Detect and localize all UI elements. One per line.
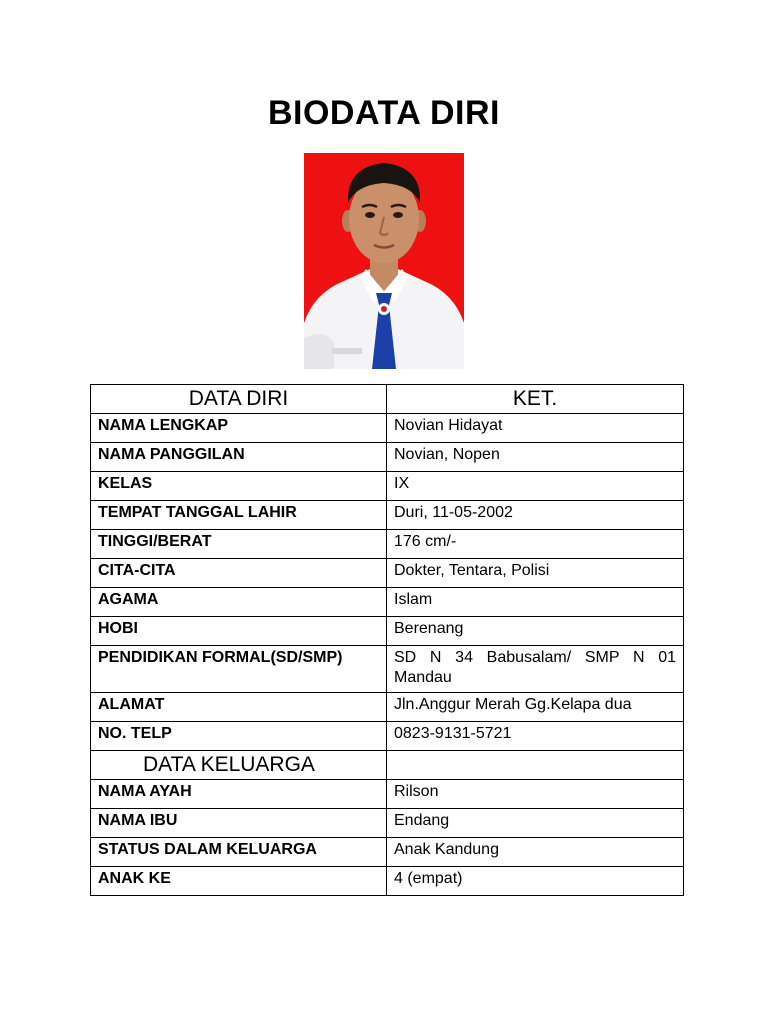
header-family-blank	[387, 751, 684, 780]
row-label: NAMA IBU	[91, 809, 387, 838]
header-ket: KET.	[387, 385, 684, 414]
portrait-photo-icon	[304, 153, 464, 369]
table-row	[91, 617, 684, 646]
row-label: TINGGI/BERAT	[91, 530, 387, 559]
row-value: Dokter, Tentara, Polisi	[387, 559, 684, 588]
row-label: NAMA LENGKAP	[91, 414, 387, 443]
row-value: Berenang	[387, 617, 684, 646]
row-value: 4 (empat)	[387, 867, 684, 896]
row-label: NAMA PANGGILAN	[91, 443, 387, 472]
table-row	[91, 559, 684, 588]
row-value: Novian Hidayat	[387, 414, 684, 443]
table-row	[91, 838, 684, 867]
header-data-keluarga: DATA KELUARGA	[91, 751, 387, 780]
row-label: PENDIDIKAN FORMAL(SD/SMP)	[91, 646, 387, 693]
row-label: NO. TELP	[91, 722, 387, 751]
table-row	[91, 472, 684, 501]
row-label: STATUS DALAM KELUARGA	[91, 838, 387, 867]
table-row	[91, 867, 684, 896]
table-row	[91, 693, 684, 722]
biodata-table	[90, 384, 684, 896]
table-row	[91, 414, 684, 443]
row-value: Rilson	[387, 780, 684, 809]
row-value: Jln.Anggur Merah Gg.Kelapa dua	[387, 693, 684, 722]
table-row	[91, 588, 684, 617]
row-label: HOBI	[91, 617, 387, 646]
row-label: TEMPAT TANGGAL LAHIR	[91, 501, 387, 530]
table-row	[91, 722, 684, 751]
table-row	[91, 501, 684, 530]
table-row	[91, 530, 684, 559]
family-header-row	[91, 751, 684, 780]
row-value: Duri, 11-05-2002	[387, 501, 684, 530]
row-value: Islam	[387, 588, 684, 617]
row-value: 0823-9131-5721	[387, 722, 684, 751]
row-label: NAMA AYAH	[91, 780, 387, 809]
row-value: SD N 34 Babusalam/ SMP N 01 Mandau	[387, 646, 684, 693]
table-row	[91, 809, 684, 838]
table-row	[91, 646, 684, 693]
page-title: BIODATA DIRI	[267, 94, 500, 132]
table-row	[91, 780, 684, 809]
row-label: ANAK KE	[91, 867, 387, 896]
row-label: KELAS	[91, 472, 387, 501]
row-value: IX	[387, 472, 684, 501]
row-value: Endang	[387, 809, 684, 838]
portrait-photo	[304, 153, 464, 369]
row-label: CITA-CITA	[91, 559, 387, 588]
row-label: AGAMA	[91, 588, 387, 617]
row-value: 176 cm/-	[387, 530, 684, 559]
row-label: ALAMAT	[91, 693, 387, 722]
table-row	[91, 443, 684, 472]
row-value: Novian, Nopen	[387, 443, 684, 472]
table-header-row	[91, 385, 684, 414]
header-data-diri: DATA DIRI	[91, 385, 387, 414]
row-value: Anak Kandung	[387, 838, 684, 867]
